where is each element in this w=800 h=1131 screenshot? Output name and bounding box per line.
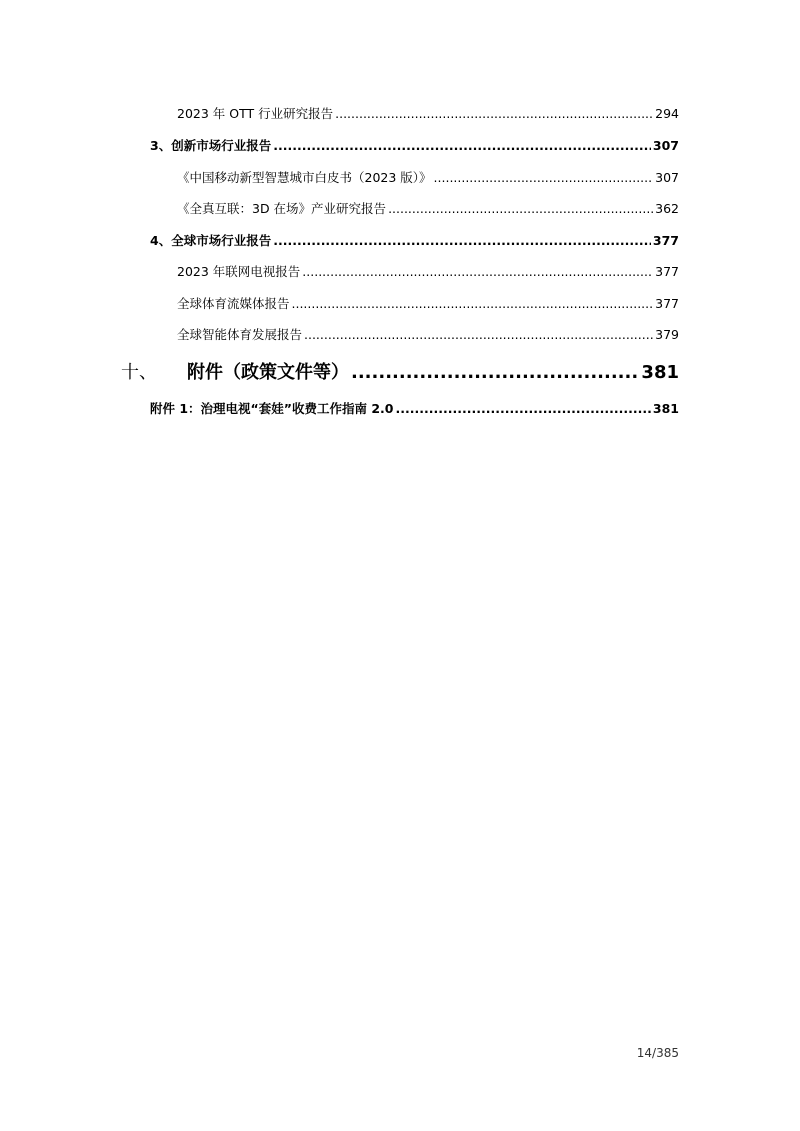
dot-leader [395, 401, 650, 416]
dot-leader [273, 138, 651, 153]
toc-entry[interactable] [177, 325, 679, 343]
toc-entry-title: 4、全球市场行业报告 [150, 233, 272, 248]
toc-entry-title: 2023 年 OTT 行业研究报告 [177, 106, 334, 121]
toc-entry-title: 全球智能体育发展报告 [177, 327, 303, 342]
toc-entry-page: 379 [655, 327, 679, 342]
page-indicator: 14/385 [636, 1046, 679, 1060]
toc-entry-page: 377 [655, 296, 679, 311]
toc-entry-title: 《全真互联：3D 在场》产业研究报告 [177, 201, 387, 216]
dot-leader [388, 201, 653, 216]
toc-entry[interactable] [177, 199, 679, 217]
toc-entry[interactable] [150, 136, 679, 154]
chapter-title: 附件（政策文件等） [187, 362, 349, 383]
toc-entry[interactable] [150, 399, 679, 417]
toc-entry[interactable] [177, 168, 679, 186]
toc-entry[interactable] [150, 231, 679, 249]
dot-leader [292, 296, 654, 311]
toc-entry-page: 307 [652, 138, 679, 153]
toc-entry-title: 3、创新市场行业报告 [150, 138, 272, 153]
toc-entry-title: 全球体育流媒体报告 [177, 296, 290, 311]
toc-entry[interactable] [177, 294, 679, 312]
toc-entry-page: 362 [655, 201, 679, 216]
toc-entry-page: 381 [641, 362, 679, 383]
chapter-number: 十、 [121, 362, 157, 383]
toc-entry-page: 377 [652, 233, 679, 248]
toc-entry-chapter[interactable] [121, 358, 679, 384]
toc-entry-page: 294 [655, 106, 679, 121]
dot-leader [302, 264, 653, 279]
toc-entry-title: 2023 年联网电视报告 [177, 264, 301, 279]
toc-entry-title [121, 358, 349, 384]
dot-leader [304, 327, 653, 342]
toc-entry-page: 307 [655, 170, 679, 185]
toc-entry-page: 381 [652, 401, 679, 416]
dot-leader [273, 233, 651, 248]
dot-leader [335, 106, 653, 121]
toc-entry-page: 377 [655, 264, 679, 279]
toc-entry[interactable] [177, 104, 679, 122]
dot-leader [434, 170, 654, 185]
toc-entry[interactable] [177, 262, 679, 280]
toc-entry-title: 附件 1：治理电视“套娃”收费工作指南 2.0 [150, 401, 394, 416]
dot-leader [351, 362, 639, 383]
toc-entry-title: 《中国移动新型智慧城市白皮书（2023 版）》 [177, 170, 432, 185]
